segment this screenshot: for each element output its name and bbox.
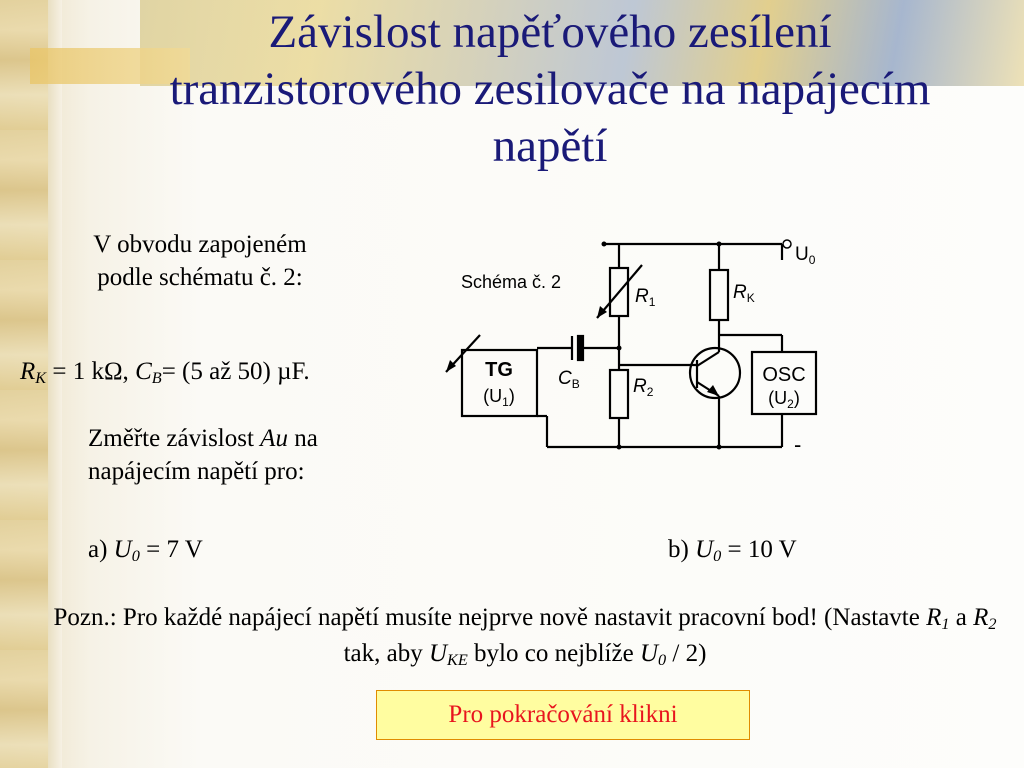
rk-sub: K — [746, 291, 755, 305]
continue-button[interactable]: Pro pokračování klikni — [376, 690, 750, 740]
note-part-3: bylo co nejblíže — [467, 640, 640, 667]
param-r-sub: K — [35, 369, 47, 388]
note-r1: R — [926, 604, 942, 631]
intro-text: V obvodu zapojeném podle schématu č. 2: — [93, 231, 307, 291]
case-a — [88, 533, 203, 566]
case-a-sub: 0 — [131, 547, 140, 566]
note-r1-sub: 1 — [941, 615, 950, 634]
note-uke: U — [428, 640, 448, 667]
param-r-value: = 1 kΩ, — [46, 358, 136, 385]
case-b-sub: 0 — [713, 547, 722, 566]
schematic-caption: Schéma č. 2 — [461, 272, 562, 292]
case-a-value: = 7 V — [139, 536, 203, 563]
cb-symbol: C — [558, 368, 572, 389]
note-uke-sub: KE — [447, 651, 468, 670]
osc-signal-label — [768, 388, 800, 411]
u0-sub: 0 — [808, 253, 816, 267]
case-b-var: U — [695, 536, 714, 563]
measure-prefix: Změřte závislost — [88, 425, 261, 452]
case-b — [668, 533, 797, 566]
case-a-var: U — [113, 536, 132, 563]
u0-label: U — [795, 244, 809, 265]
tg-signal-label — [483, 386, 515, 409]
r1-sub: 1 — [648, 295, 656, 309]
tg-signal: (U — [483, 386, 503, 406]
u0-terminal-label — [795, 244, 816, 267]
note-and: a — [949, 604, 974, 631]
r2-sub: 2 — [646, 385, 654, 399]
note-r2-sub: 2 — [988, 615, 997, 634]
osc-signal-sub: 2 — [787, 397, 794, 411]
note-u0: U — [639, 640, 659, 667]
tg-signal-sub: 1 — [502, 395, 509, 409]
rk-symbol: R — [733, 282, 747, 303]
note-r2: R — [973, 604, 989, 631]
rk-label — [733, 282, 755, 305]
osc-signal: (U — [768, 388, 788, 408]
note-part-4: / 2) — [666, 640, 707, 667]
tg-signal-end: ) — [508, 386, 515, 406]
osc-label: OSC — [762, 364, 806, 386]
tg-label: TG — [485, 359, 513, 381]
circuit-schematic — [440, 232, 830, 462]
param-r-symbol: R — [20, 358, 36, 385]
measure-var: Au — [260, 425, 288, 452]
note-u0-sub: 0 — [658, 651, 667, 670]
note-part-1: Pozn.: Pro každé napájecí napětí musíte nejprve nově nastavit pracovní bod! (Nastavte — [53, 604, 927, 631]
case-b-prefix: b) — [668, 536, 696, 563]
note-text — [40, 600, 1010, 672]
measure-instruction — [88, 422, 408, 488]
r2-symbol: R — [633, 376, 647, 397]
r1-label — [635, 286, 656, 309]
cb-label — [558, 368, 580, 391]
param-c-value: = (5 až 50) µF. — [161, 358, 310, 385]
note-part-2: tak, aby — [343, 640, 429, 667]
r2-label — [633, 376, 654, 399]
measure-suffix: na napájecím napětí pro: — [88, 425, 318, 485]
param-c-symbol: C — [135, 358, 152, 385]
slide-title: Závislost napěťového zesílení tranzistorového zesilovače na napájecím napětí — [169, 6, 931, 172]
case-b-value: = 10 V — [721, 536, 797, 563]
param-c-sub: B — [151, 369, 162, 388]
case-a-prefix: a) — [88, 536, 114, 563]
r1-symbol: R — [635, 286, 649, 307]
parameters-line — [20, 355, 430, 388]
cb-sub: B — [571, 377, 580, 391]
minus-label: - — [794, 432, 802, 457]
osc-signal-end: ) — [793, 388, 800, 408]
